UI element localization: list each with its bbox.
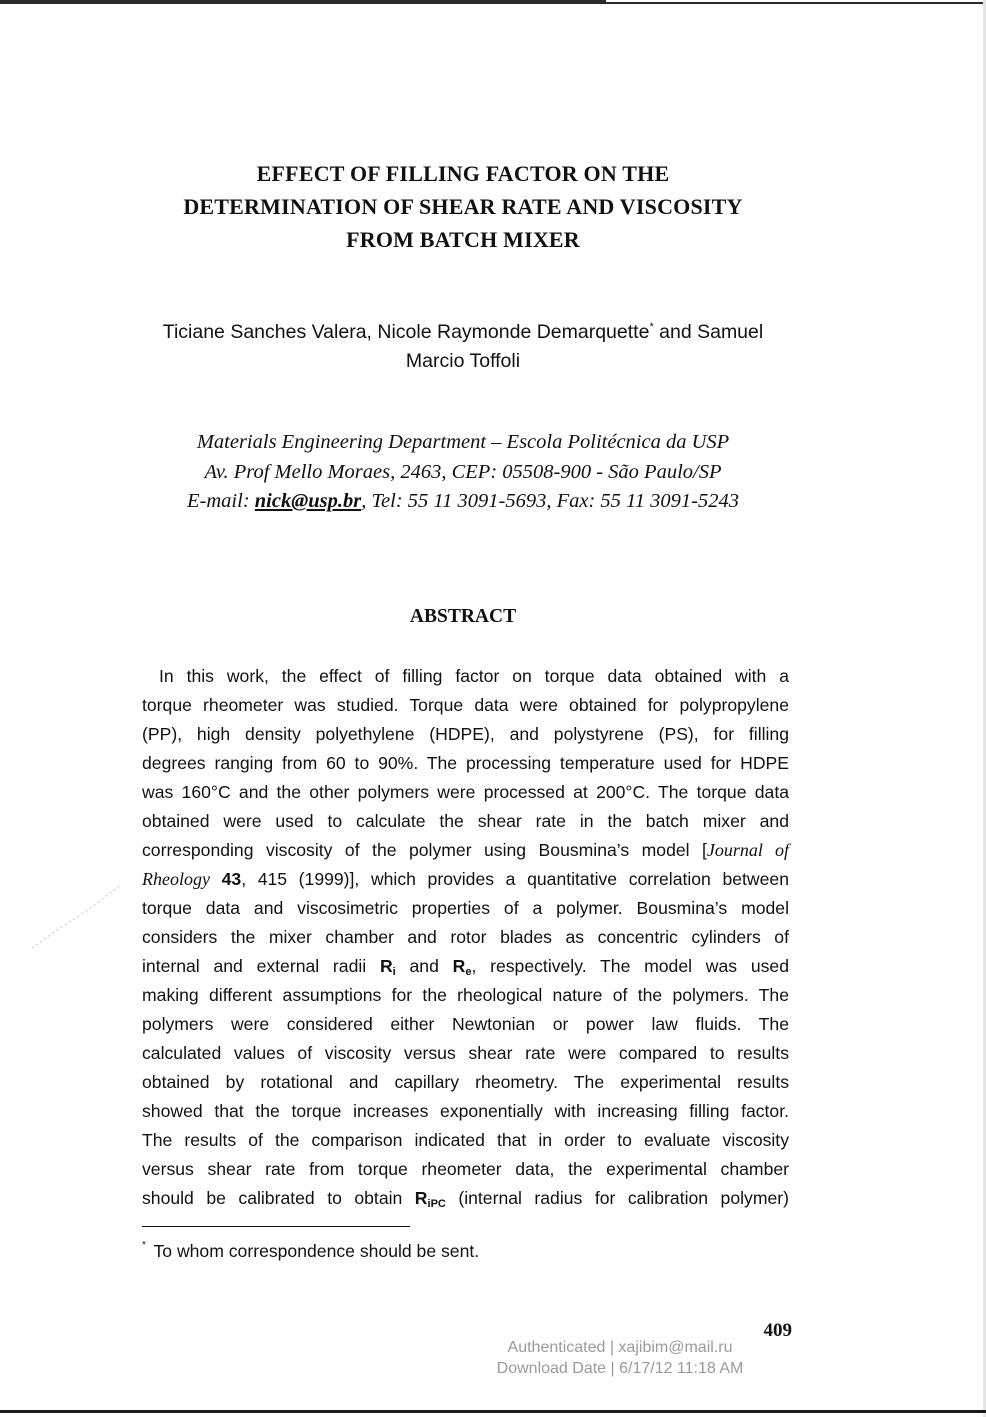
author-line-2: Marcio Toffoli <box>405 350 521 372</box>
page-number: 409 <box>763 1320 792 1341</box>
abstract-line: polymers were considered either Newtonian or power law fluids. The <box>142 1014 789 1034</box>
footnote-text: To whom correspondence should be sent. <box>148 1241 480 1261</box>
abstract-line: obtained by rotational and capillary rheometry. The experimental results <box>142 1072 789 1092</box>
watermark-authenticated: Authenticated | xajibim@mail.ru <box>507 1339 733 1356</box>
title-line-1: EFFECT OF FILLING FACTOR ON THE <box>256 161 670 186</box>
affiliation-department: Materials Engineering Department – Escola Politécnica da USP <box>196 431 730 453</box>
footnote <box>142 1240 742 1262</box>
download-watermark <box>470 1337 770 1379</box>
abstract-line: obtained were used to calculate the shear rate in the batch mixer and <box>142 811 789 831</box>
scan-smudge-mark <box>30 870 130 950</box>
abstract-line: torque rheometer was studied. Torque data were obtained for polypropylene <box>142 695 789 715</box>
symbol-subscript: e <box>465 966 472 978</box>
abstract-text-run: should be calibrated to obtain <box>142 1188 415 1208</box>
abstract-line: showed that the torque increases exponentially with increasing filling factor. <box>142 1101 789 1121</box>
symbol-internal-radius: R <box>379 956 393 976</box>
affiliation-block <box>100 428 826 517</box>
email-link[interactable]: nick@usp.br <box>254 490 362 512</box>
abstract-line <box>142 836 789 865</box>
title-line-3: FROM BATCH MIXER <box>346 227 580 252</box>
author-line-1 <box>120 313 806 347</box>
abstract-line <box>142 865 789 894</box>
abstract-text-run: , 415 (1999)], which provides a quantitative correlation between <box>241 869 789 889</box>
abstract-text-run: internal and external radii <box>142 956 380 976</box>
abstract-line: In this work, the effect of filling factor on torque data obtained with a <box>159 666 789 686</box>
journal-name: Journal of <box>706 840 789 860</box>
footnote-marker: * <box>142 1240 146 1251</box>
email-label: E-mail: <box>187 490 255 512</box>
scan-top-edge <box>0 0 986 4</box>
affiliation-contact <box>100 487 826 517</box>
author-names-continued: and Samuel <box>653 321 764 343</box>
watermark-download-date: Download Date | 6/17/12 11:18 AM <box>496 1360 744 1377</box>
abstract-line <box>142 952 789 981</box>
abstract-line: torque data and viscosimetric properties of a polymer. Bousmina’s model <box>142 898 789 918</box>
abstract-text-run: , respectively. The model was used <box>471 956 789 976</box>
symbol-subscript: iPC <box>427 1198 446 1210</box>
journal-name-continued: Rheology <box>142 869 210 889</box>
abstract-text-run: and <box>395 956 453 976</box>
symbol-subscript: i <box>392 966 396 978</box>
abstract-line: was 160°C and the other polymers were processed at 200°C. The torque data <box>142 782 789 802</box>
paper-title <box>100 157 826 256</box>
abstract-line: calculated values of viscosity versus shear rate were compared to results <box>142 1043 789 1063</box>
title-line-2: DETERMINATION OF SHEAR RATE AND VISCOSITY <box>183 194 743 219</box>
abstract-heading: ABSTRACT <box>409 606 517 627</box>
corresponding-author-marker: * <box>649 321 654 333</box>
abstract-text <box>142 662 789 1213</box>
abstract-line: versus shear rate from torque rheometer data, the experimental chamber <box>142 1159 789 1179</box>
symbol-external-radius: R <box>452 956 466 976</box>
scan-bottom-edge <box>0 1410 986 1413</box>
footnote-divider <box>142 1226 410 1227</box>
abstract-line: considers the mixer chamber and rotor blades as concentric cylinders of <box>142 927 789 947</box>
symbol-calibration-radius: R <box>414 1188 428 1208</box>
abstract-text-run: (internal radius for calibration polymer) <box>445 1188 789 1208</box>
abstract-line: (PP), high density polyethylene (HDPE), and polystyrene (PS), for filling <box>142 724 789 744</box>
abstract-text-run: corresponding viscosity of the polymer using Bousmina’s model [ <box>142 840 707 860</box>
abstract-line: degrees ranging from 60 to 90%. The processing temperature used for HDPE <box>142 753 789 773</box>
abstract-line <box>142 1184 789 1213</box>
journal-volume: 43 <box>209 869 242 889</box>
author-list <box>120 313 806 376</box>
phone-fax: , Tel: 55 11 3091-5693, Fax: 55 11 3091-5243 <box>361 490 739 512</box>
author-names: Ticiane Sanches Valera, Nicole Raymonde Demarquette <box>162 321 650 343</box>
abstract-line: The results of the comparison indicated that in order to evaluate viscosity <box>142 1130 789 1150</box>
affiliation-address: Av. Prof Mello Moraes, 2463, CEP: 05508-900 - São Paulo/SP <box>204 460 722 483</box>
abstract-line: making different assumptions for the rheological nature of the polymers. The <box>142 985 789 1005</box>
